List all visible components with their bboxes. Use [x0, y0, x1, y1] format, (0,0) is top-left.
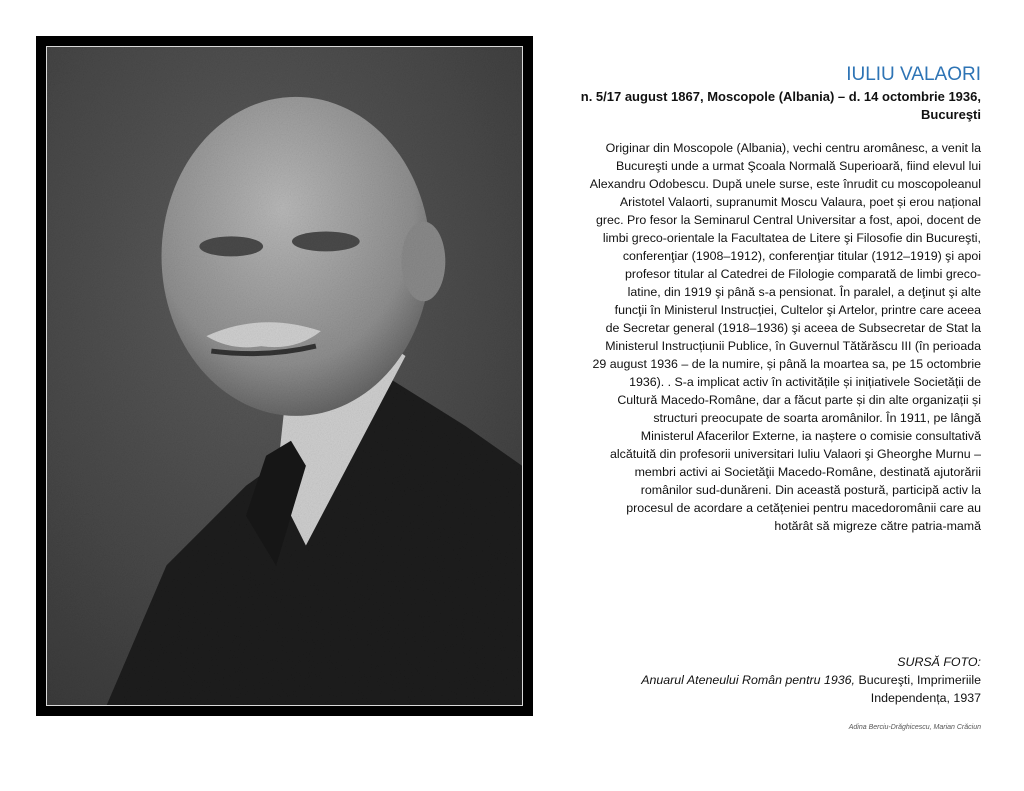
bio-line: românilor sud-dunăreni. Din această postură, participă activ la — [640, 483, 981, 497]
bio-line: Ministerul Afacerilor Externe, ia naștere o comisie consultativă — [640, 429, 981, 443]
bio-line: funcţii în Ministerul Instrucției, Cultelor şi Artelor, printre care aceea — [614, 303, 981, 317]
portrait-frame — [36, 36, 533, 716]
bio-line: grec. Pro fesor la Seminarul Central Universitar a fost, apoi, docent de — [596, 213, 981, 227]
authors-credit: Adina Berciu-Drăghicescu, Marian Crăciun — [848, 724, 981, 731]
bio-line: membri activi ai Societăţii Macedo-Române, destinată ajutorării — [634, 465, 981, 479]
photo-source — [560, 653, 981, 707]
life-dates-line-1: n. 5/17 august 1867, Moscopole (Albania) – d. 14 octombrie 1936, — [580, 89, 981, 104]
bio-line: limbi greco-orientale la Facultatea de Litere şi Filosofie din Bucureşti, — [602, 231, 981, 245]
bio-line: alcătuită din profesorii universitari Iuliu Valaori şi Gheorghe Murnu – — [610, 447, 981, 461]
photo-source-publisher: Bucureşti, Imprimeriile — [855, 673, 981, 687]
portrait-illustration — [47, 47, 522, 705]
bio-line: Bucureşti unde a urmat Şcoala Normală Superioară, fiind elevul lui — [615, 159, 981, 173]
bio-line: 1936). . S-a implicat activ în activitățile și inițiativele Societății de — [629, 375, 981, 389]
bio-line: latine, din 1919 şi până s-a pensionat. În paralel, a deţinut şi alte — [627, 285, 981, 299]
bio-line: de Secretar general (1918–1936) şi aceea de Subsecretar de Stat la — [605, 321, 981, 335]
bio-line: structuri preocupate de soarta aromânilor. În 1911, pe lângă — [653, 411, 981, 425]
life-dates-line-2: Bucureşti — [921, 107, 981, 122]
biography — [560, 139, 981, 535]
photo-source-work-title: Anuarul Ateneului Român pentru 1936, — [641, 673, 855, 687]
bio-line: Aristotel Valaorti, supranumit Moscu Valaura, poet și erou național — [619, 195, 981, 209]
bio-line: profesor titular al Catedrei de Filologie comparată de limbi greco- — [624, 267, 981, 281]
bio-line: procesul de acordare a cetățeniei pentru macedoromânii care au — [626, 501, 981, 515]
bio-line: conferenţiar (1908–1912), conferenţiar titular (1912–1919) şi apoi — [622, 249, 981, 263]
photo-source-label: SURSĂ FOTO: — [897, 655, 981, 669]
photo-source-citation — [560, 671, 981, 689]
bio-line: 29 august 1936 – de la numire, și până la moartea sa, pe 15 octombrie — [592, 357, 981, 371]
bio-line: Ministerul Instrucțiunii Publice, în Guvernul Tătărăscu III (în perioada — [605, 339, 981, 353]
life-dates — [560, 88, 981, 124]
photo-source-publisher-line-2: Independența, 1937 — [870, 691, 981, 705]
person-name: IULIU VALAORI — [846, 64, 981, 85]
head-shape — [162, 97, 431, 416]
portrait-photo — [46, 46, 523, 706]
bio-line: hotărât să migreze către patria-mamă — [774, 519, 981, 533]
bio-line: Cultură Macedo-Române, dar a făcut parte și din alte organizații și — [617, 393, 981, 407]
bio-line: Alexandru Odobescu. După unele surse, este înrudit cu moscopoleanul — [589, 177, 981, 191]
bio-line: Originar din Moscopole (Albania), vechi centru aromânesc, a venit la — [605, 141, 981, 155]
